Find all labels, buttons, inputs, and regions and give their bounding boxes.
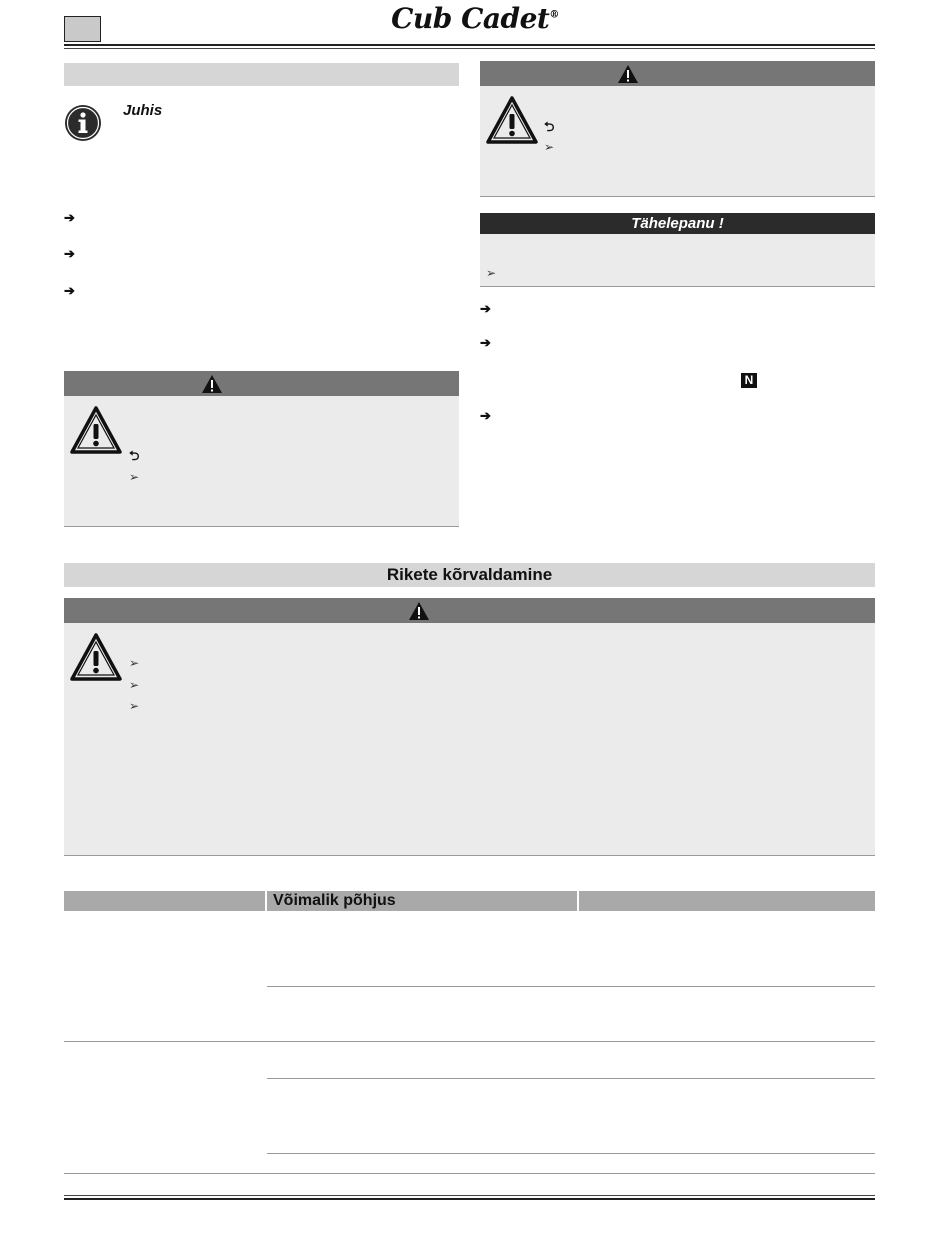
- arrow-right-icon: ➔: [480, 301, 491, 316]
- arrow-right-icon: ➔: [480, 335, 491, 350]
- chevron-bullet-icon: ➢: [486, 266, 497, 280]
- return-arrow-icon: ⮌: [544, 119, 555, 134]
- table-row-divider: [267, 1078, 875, 1079]
- brand-logo: Cub Cadet®: [391, 2, 559, 35]
- arrow-right-icon: ➔: [64, 246, 75, 261]
- warning-header-bar: [480, 61, 875, 86]
- return-arrow-icon: ⮌: [129, 448, 140, 463]
- chevron-bullet-icon: ➢: [129, 656, 140, 670]
- table-row-divider: [64, 1173, 875, 1174]
- table-row-divider: [267, 1153, 875, 1154]
- table-header-cell: Võimalik põhjus: [267, 891, 577, 911]
- table-header-cell: [64, 891, 265, 911]
- warning-triangle-icon: [70, 406, 122, 454]
- table-header-cell: [579, 891, 875, 911]
- arrow-right-icon: ➔: [64, 283, 75, 298]
- warning-triangle-icon: [201, 374, 223, 394]
- table-row-divider: [64, 1041, 875, 1042]
- warning-triangle-icon: [617, 64, 639, 84]
- neutral-gear-badge: N: [741, 373, 757, 388]
- footer-rule: [64, 1198, 875, 1200]
- chevron-bullet-icon: ➢: [129, 678, 140, 692]
- warning-panel: [64, 396, 459, 527]
- warning-triangle-icon: [70, 633, 122, 681]
- note-label: Juhis: [123, 102, 163, 119]
- section-title: Rikete kõrvaldamine: [64, 563, 875, 587]
- attention-header: Tähelepanu !: [480, 213, 875, 234]
- chevron-bullet-icon: ➢: [129, 699, 140, 713]
- arrow-right-icon: ➔: [64, 210, 75, 225]
- header-rule: [64, 44, 875, 46]
- chevron-bullet-icon: ➢: [129, 470, 140, 484]
- info-icon: [64, 104, 102, 142]
- footer-rule-thin: [64, 1195, 875, 1196]
- attention-panel: [480, 234, 875, 287]
- header-rule-thin: [64, 48, 875, 49]
- left-section-header-bar: [64, 63, 459, 86]
- warning-triangle-icon: [408, 601, 430, 621]
- table-row-divider: [267, 986, 875, 987]
- arrow-right-icon: ➔: [480, 408, 491, 423]
- chevron-bullet-icon: ➢: [544, 140, 555, 154]
- warning-panel: [480, 86, 875, 197]
- warning-header-bar: [64, 598, 875, 623]
- warning-panel: [64, 623, 875, 856]
- warning-header-bar: [64, 371, 459, 396]
- warning-triangle-icon: [486, 96, 538, 144]
